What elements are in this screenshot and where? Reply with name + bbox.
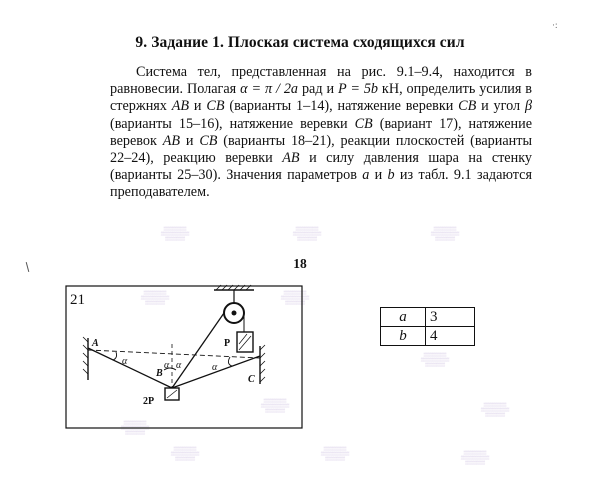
- parameter-table: [380, 307, 475, 346]
- angle-alpha-mid-right: α: [176, 360, 182, 371]
- text-segment: кН, определить усилия в стержнях: [110, 81, 533, 115]
- var-a: a: [362, 167, 370, 184]
- watermark: ▒▒▒▒▒▒▒▒ ▒▒▒▒▒▒▒▒▒▒ ▒▒▒▒▒▒▒: [292, 226, 322, 241]
- text-segment: (варианты 15–16), натяжение веревки: [110, 115, 355, 132]
- var-cb: CB: [206, 98, 225, 115]
- watermark: ▒▒▒▒▒▒▒▒ ▒▒▒▒▒▒▒▒▒▒ ▒▒▒▒▒▒▒: [460, 450, 490, 465]
- var-cb: CB: [354, 115, 373, 132]
- variant-number: 21: [70, 292, 85, 308]
- watermark: ▒▒▒▒▒▒▒▒ ▒▒▒▒▒▒▒▒▒▒ ▒▒▒▒▒▒▒: [260, 398, 290, 413]
- angle-alpha-left: α: [122, 356, 128, 367]
- var-ab: AB: [162, 132, 181, 149]
- label-c: C: [248, 374, 255, 385]
- page-number: 18: [293, 256, 307, 271]
- param-name-a: a: [381, 308, 426, 327]
- text-segment: (варианты 18–21), реакции плоскостей (варианты 22–24), реакцию веревки: [110, 132, 532, 167]
- scan-speck: ·:: [552, 20, 558, 30]
- p-formula: P = 5b: [338, 81, 379, 98]
- watermark: ▒▒▒▒▒▒▒▒ ▒▒▒▒▒▒▒▒▒▒ ▒▒▒▒▒▒▒: [170, 446, 200, 461]
- label-2p: 2P: [143, 396, 155, 407]
- angle-arc-right: [228, 357, 232, 366]
- watermark: ▒▒▒▒▒▒▒▒ ▒▒▒▒▒▒▒▒▒▒ ▒▒▒▒▒▒▒: [160, 226, 190, 241]
- section-heading: 9. Задание 1. Плоская система сходящихся сил: [135, 34, 465, 51]
- text-segment: и: [369, 167, 388, 184]
- text-segment: и угол: [476, 98, 525, 115]
- horizontal-dashed-line: [88, 350, 260, 358]
- watermark: ▒▒▒▒▒▒▒▒ ▒▒▒▒▒▒▒▒▒▒ ▒▒▒▒▒▒▒: [480, 402, 510, 417]
- watermark: ▒▒▒▒▒▒▒▒ ▒▒▒▒▒▒▒▒▒▒ ▒▒▒▒▒▒▒: [320, 446, 350, 461]
- figure-frame: [66, 286, 302, 428]
- text-segment: рад и: [298, 81, 338, 98]
- var-ab: AB: [282, 150, 300, 167]
- var-cb: CB: [458, 98, 477, 115]
- var-b: b: [387, 167, 395, 184]
- pulley-axle: [232, 311, 237, 316]
- angle-alpha-mid-left: α: [164, 360, 170, 371]
- figure-21-diagram: [64, 284, 314, 434]
- watermark: ▒▒▒▒▒▒▒▒ ▒▒▒▒▒▒▒▒▒▒ ▒▒▒▒▒▒▒: [140, 290, 170, 305]
- task-paragraph: [110, 64, 532, 202]
- text-segment: Система тел, представленная на рис. 9.1–9.4, находится в равновесии. Полагая: [110, 64, 532, 98]
- label-b: B: [156, 368, 163, 379]
- angle-arc-left: [113, 352, 117, 360]
- param-name-b: b: [381, 327, 426, 346]
- text-segment: и: [180, 132, 200, 149]
- alpha-formula: α = π / 2a: [240, 81, 299, 98]
- text-segment: и: [189, 98, 207, 115]
- label-a: A: [92, 338, 99, 349]
- rope-pulley-b: [172, 313, 224, 388]
- var-cb: CB: [199, 132, 218, 149]
- text-segment: и силу давления шара на стенку (варианты 25–30). Значения параметров: [110, 150, 532, 184]
- var-ab: AB: [171, 98, 190, 115]
- param-value-a: 3: [426, 308, 475, 327]
- param-value-b: 4: [426, 327, 475, 346]
- watermark: ▒▒▒▒▒▒▒▒ ▒▒▒▒▒▒▒▒▒▒ ▒▒▒▒▒▒▒: [280, 290, 310, 305]
- watermark: ▒▒▒▒▒▒▒▒ ▒▒▒▒▒▒▒▒▒▒ ▒▒▒▒▒▒▒: [420, 352, 450, 367]
- watermark: ▒▒▒▒▒▒▒▒ ▒▒▒▒▒▒▒▒▒▒ ▒▒▒▒▒▒▒: [120, 420, 150, 435]
- angle-alpha-right: α: [212, 362, 218, 373]
- text-segment: из табл. 9.1 задаются преподавателем.: [110, 167, 532, 201]
- watermark: ▒▒▒▒▒▒▒▒ ▒▒▒▒▒▒▒▒▒▒ ▒▒▒▒▒▒▒: [430, 226, 460, 241]
- table-row: [381, 308, 475, 327]
- table-row: [381, 327, 475, 346]
- var-beta: β: [524, 98, 533, 115]
- wall-a-hatching: [83, 337, 88, 374]
- label-p: P: [224, 338, 231, 349]
- text-segment: (варианты 1–14), натяжение веревки: [224, 98, 459, 115]
- wall-c-hatching: [260, 345, 265, 382]
- text-segment: (вариант 17), натяжение веревок: [110, 115, 532, 149]
